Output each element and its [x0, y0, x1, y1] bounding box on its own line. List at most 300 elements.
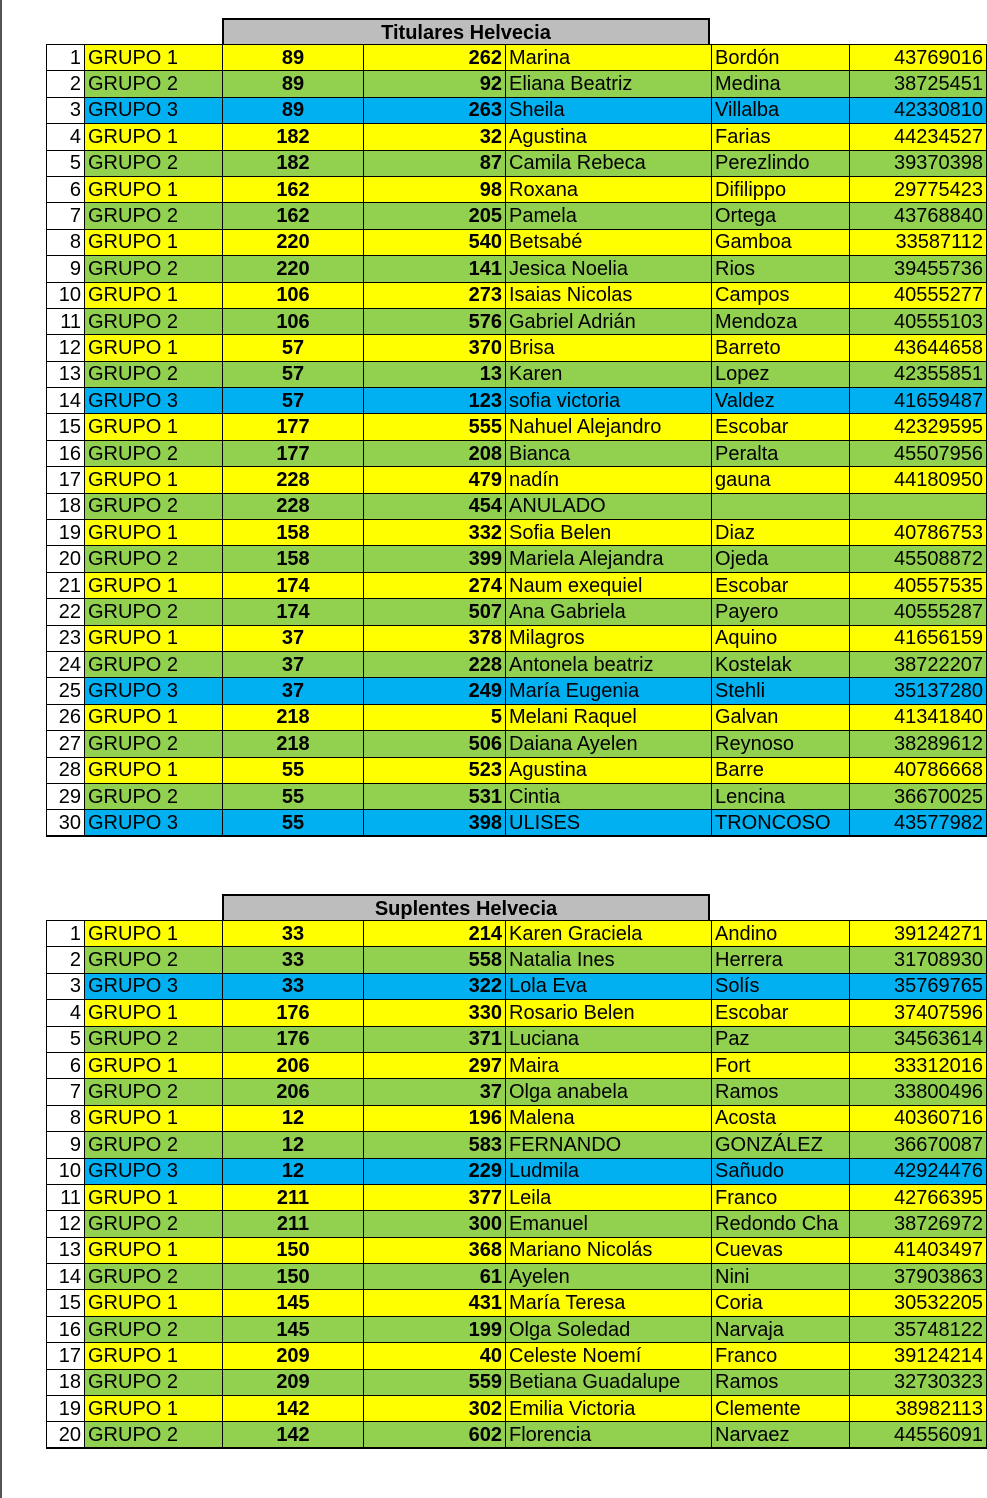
- order-number-cell: 87: [364, 150, 506, 176]
- order-number-cell: 368: [364, 1237, 506, 1263]
- dni-cell: 40360716: [850, 1105, 987, 1131]
- dni-cell: 38722207: [850, 651, 987, 677]
- group-number-cell: 182: [223, 124, 364, 150]
- table-row: [47, 150, 987, 176]
- group-number-cell: 228: [223, 493, 364, 519]
- first-name-cell: Naum exequiel: [506, 572, 712, 598]
- group-cell: GRUPO 1: [85, 1052, 223, 1078]
- dni-cell: 36670025: [850, 783, 987, 809]
- table-row: [47, 1184, 987, 1210]
- group-cell: GRUPO 2: [85, 1132, 223, 1158]
- row-number-cell: 25: [47, 678, 85, 704]
- last-name-cell: Redondo Cha: [712, 1211, 850, 1237]
- table-row: [47, 520, 987, 546]
- row-number-cell: 28: [47, 757, 85, 783]
- row-number-cell: 5: [47, 1026, 85, 1052]
- titulares-table-body: [47, 45, 987, 837]
- first-name-cell: Milagros: [506, 625, 712, 651]
- group-cell: GRUPO 2: [85, 651, 223, 677]
- last-name-cell: Narvaez: [712, 1422, 850, 1448]
- first-name-cell: Jesica Noelia: [506, 256, 712, 282]
- titulares-title: Titulares Helvecia: [222, 18, 710, 44]
- group-cell: GRUPO 1: [85, 467, 223, 493]
- row-number-cell: 19: [47, 1396, 85, 1422]
- dni-cell: 30532205: [850, 1290, 987, 1316]
- order-number-cell: 507: [364, 599, 506, 625]
- row-number-cell: 10: [47, 1158, 85, 1184]
- group-cell: GRUPO 1: [85, 520, 223, 546]
- suplentes-table: [46, 920, 987, 1449]
- table-row: [47, 71, 987, 97]
- dni-cell: 38982113: [850, 1396, 987, 1422]
- group-number-cell: 145: [223, 1290, 364, 1316]
- order-number-cell: 262: [364, 45, 506, 71]
- row-number-cell: 1: [47, 921, 85, 947]
- first-name-cell: Roxana: [506, 176, 712, 202]
- table-row: [47, 1369, 987, 1395]
- dni-cell: 37903863: [850, 1264, 987, 1290]
- order-number-cell: 302: [364, 1396, 506, 1422]
- dni-cell: 44180950: [850, 467, 987, 493]
- group-cell: GRUPO 3: [85, 678, 223, 704]
- last-name-cell: Coria: [712, 1290, 850, 1316]
- row-number-cell: 6: [47, 1052, 85, 1078]
- group-cell: GRUPO 2: [85, 71, 223, 97]
- dni-cell: 39455736: [850, 256, 987, 282]
- last-name-cell: Herrera: [712, 947, 850, 973]
- dni-cell: 43769016: [850, 45, 987, 71]
- dni-cell: 35137280: [850, 678, 987, 704]
- dni-cell: 41403497: [850, 1237, 987, 1263]
- group-number-cell: 209: [223, 1369, 364, 1395]
- group-number-cell: 37: [223, 625, 364, 651]
- dni-cell: 41656159: [850, 625, 987, 651]
- last-name-cell: Medina: [712, 71, 850, 97]
- last-name-cell: Valdez: [712, 388, 850, 414]
- group-number-cell: 33: [223, 947, 364, 973]
- row-number-cell: 15: [47, 1290, 85, 1316]
- order-number-cell: 274: [364, 572, 506, 598]
- order-number-cell: 540: [364, 229, 506, 255]
- group-cell: GRUPO 2: [85, 1211, 223, 1237]
- last-name-cell: Escobar: [712, 414, 850, 440]
- group-number-cell: 218: [223, 731, 364, 757]
- dni-cell: 41341840: [850, 704, 987, 730]
- table-row: [47, 921, 987, 947]
- first-name-cell: Olga Soledad: [506, 1316, 712, 1342]
- row-number-cell: 3: [47, 973, 85, 999]
- first-name-cell: Melani Raquel: [506, 704, 712, 730]
- group-number-cell: 177: [223, 414, 364, 440]
- order-number-cell: 5: [364, 704, 506, 730]
- first-name-cell: Isaias Nicolas: [506, 282, 712, 308]
- dni-cell: 35769765: [850, 973, 987, 999]
- order-number-cell: 371: [364, 1026, 506, 1052]
- dni-cell: 40555287: [850, 599, 987, 625]
- last-name-cell: Diaz: [712, 520, 850, 546]
- group-cell: GRUPO 1: [85, 572, 223, 598]
- first-name-cell: María Teresa: [506, 1290, 712, 1316]
- first-name-cell: Antonela beatriz: [506, 651, 712, 677]
- group-number-cell: 228: [223, 467, 364, 493]
- order-number-cell: 300: [364, 1211, 506, 1237]
- row-number-cell: 27: [47, 731, 85, 757]
- last-name-cell: Villalba: [712, 97, 850, 123]
- dni-cell: 39370398: [850, 150, 987, 176]
- group-number-cell: 12: [223, 1158, 364, 1184]
- first-name-cell: Betiana Guadalupe: [506, 1369, 712, 1395]
- suplentes-table-body: [47, 921, 987, 1449]
- row-number-cell: 24: [47, 651, 85, 677]
- row-number-cell: 5: [47, 150, 85, 176]
- row-number-cell: 12: [47, 335, 85, 361]
- table-row: [47, 757, 987, 783]
- group-number-cell: 176: [223, 1026, 364, 1052]
- dni-cell: 38725451: [850, 71, 987, 97]
- order-number-cell: 370: [364, 335, 506, 361]
- table-row: [47, 572, 987, 598]
- row-number-cell: 18: [47, 493, 85, 519]
- last-name-cell: Ramos: [712, 1369, 850, 1395]
- last-name-cell: Ramos: [712, 1079, 850, 1105]
- group-number-cell: 55: [223, 757, 364, 783]
- last-name-cell: Gamboa: [712, 229, 850, 255]
- dni-cell: 29775423: [850, 176, 987, 202]
- dni-cell: 39124214: [850, 1343, 987, 1369]
- last-name-cell: Ortega: [712, 203, 850, 229]
- table-row: [47, 97, 987, 123]
- first-name-cell: Betsabé: [506, 229, 712, 255]
- dni-cell: 40786668: [850, 757, 987, 783]
- order-number-cell: 602: [364, 1422, 506, 1448]
- first-name-cell: Malena: [506, 1105, 712, 1131]
- last-name-cell: Barre: [712, 757, 850, 783]
- table-row: [47, 388, 987, 414]
- dni-cell: 40557535: [850, 572, 987, 598]
- table-row: [47, 176, 987, 202]
- table-row: [47, 335, 987, 361]
- group-number-cell: 57: [223, 361, 364, 387]
- group-number-cell: 106: [223, 282, 364, 308]
- group-number-cell: 211: [223, 1184, 364, 1210]
- table-row: [47, 1316, 987, 1342]
- table-row: [47, 678, 987, 704]
- group-cell: GRUPO 1: [85, 757, 223, 783]
- last-name-cell: Bordón: [712, 45, 850, 71]
- order-number-cell: 398: [364, 810, 506, 836]
- first-name-cell: ANULADO: [506, 493, 712, 519]
- table-row: [47, 731, 987, 757]
- group-cell: GRUPO 2: [85, 1369, 223, 1395]
- dni-cell: 42924476: [850, 1158, 987, 1184]
- order-number-cell: 263: [364, 97, 506, 123]
- order-number-cell: 479: [364, 467, 506, 493]
- group-cell: GRUPO 2: [85, 599, 223, 625]
- table-row: [47, 308, 987, 334]
- dni-cell: 33587112: [850, 229, 987, 255]
- first-name-cell: Ana Gabriela: [506, 599, 712, 625]
- dni-cell: 42355851: [850, 361, 987, 387]
- group-number-cell: 211: [223, 1211, 364, 1237]
- table-row: [47, 1000, 987, 1026]
- order-number-cell: 40: [364, 1343, 506, 1369]
- last-name-cell: Lopez: [712, 361, 850, 387]
- group-cell: GRUPO 1: [85, 282, 223, 308]
- table-row: [47, 229, 987, 255]
- group-cell: GRUPO 2: [85, 947, 223, 973]
- group-number-cell: 150: [223, 1264, 364, 1290]
- first-name-cell: Ayelen: [506, 1264, 712, 1290]
- dni-cell: 44234527: [850, 124, 987, 150]
- last-name-cell: Kostelak: [712, 651, 850, 677]
- dni-cell: 40786753: [850, 520, 987, 546]
- dni-cell: 33800496: [850, 1079, 987, 1105]
- last-name-cell: gauna: [712, 467, 850, 493]
- order-number-cell: 32: [364, 124, 506, 150]
- order-number-cell: 332: [364, 520, 506, 546]
- group-cell: GRUPO 1: [85, 1343, 223, 1369]
- row-number-cell: 16: [47, 1316, 85, 1342]
- order-number-cell: 531: [364, 783, 506, 809]
- group-number-cell: 57: [223, 335, 364, 361]
- dni-cell: 42329595: [850, 414, 987, 440]
- order-number-cell: 98: [364, 176, 506, 202]
- first-name-cell: Sheila: [506, 97, 712, 123]
- first-name-cell: Agustina: [506, 124, 712, 150]
- group-number-cell: 89: [223, 71, 364, 97]
- dni-cell: 45507956: [850, 440, 987, 466]
- row-number-cell: 17: [47, 1343, 85, 1369]
- last-name-cell: GONZÁLEZ: [712, 1132, 850, 1158]
- order-number-cell: 13: [364, 361, 506, 387]
- dni-cell: 34563614: [850, 1026, 987, 1052]
- row-number-cell: 7: [47, 203, 85, 229]
- table-row: [47, 124, 987, 150]
- first-name-cell: Brisa: [506, 335, 712, 361]
- last-name-cell: Perezlindo: [712, 150, 850, 176]
- group-cell: GRUPO 1: [85, 1184, 223, 1210]
- order-number-cell: 583: [364, 1132, 506, 1158]
- dni-cell: 38726972: [850, 1211, 987, 1237]
- group-cell: GRUPO 1: [85, 176, 223, 202]
- table-row: [47, 1343, 987, 1369]
- dni-cell: 40555103: [850, 308, 987, 334]
- last-name-cell: Clemente: [712, 1396, 850, 1422]
- suplentes-title: Suplentes Helvecia: [222, 894, 710, 920]
- first-name-cell: Pamela: [506, 203, 712, 229]
- group-number-cell: 220: [223, 229, 364, 255]
- group-cell: GRUPO 3: [85, 973, 223, 999]
- row-number-cell: 18: [47, 1369, 85, 1395]
- table-row: [47, 1105, 987, 1131]
- group-number-cell: 37: [223, 651, 364, 677]
- row-number-cell: 19: [47, 520, 85, 546]
- last-name-cell: Escobar: [712, 572, 850, 598]
- table-row: [47, 467, 987, 493]
- last-name-cell: Solís: [712, 973, 850, 999]
- first-name-cell: Rosario Belen: [506, 1000, 712, 1026]
- order-number-cell: 208: [364, 440, 506, 466]
- first-name-cell: Leila: [506, 1184, 712, 1210]
- last-name-cell: Escobar: [712, 1000, 850, 1026]
- group-number-cell: 12: [223, 1132, 364, 1158]
- order-number-cell: 196: [364, 1105, 506, 1131]
- order-number-cell: 558: [364, 947, 506, 973]
- group-cell: GRUPO 2: [85, 1026, 223, 1052]
- row-number-cell: 20: [47, 1422, 85, 1448]
- row-number-cell: 14: [47, 388, 85, 414]
- group-cell: GRUPO 3: [85, 97, 223, 123]
- last-name-cell: Difilippo: [712, 176, 850, 202]
- row-number-cell: 10: [47, 282, 85, 308]
- dni-cell: 44556091: [850, 1422, 987, 1448]
- order-number-cell: 61: [364, 1264, 506, 1290]
- row-number-cell: 14: [47, 1264, 85, 1290]
- group-cell: GRUPO 1: [85, 1000, 223, 1026]
- order-number-cell: 214: [364, 921, 506, 947]
- group-number-cell: 106: [223, 308, 364, 334]
- order-number-cell: 555: [364, 414, 506, 440]
- last-name-cell: Mendoza: [712, 308, 850, 334]
- row-number-cell: 11: [47, 308, 85, 334]
- dni-cell: [850, 493, 987, 519]
- row-number-cell: 9: [47, 256, 85, 282]
- row-number-cell: 2: [47, 947, 85, 973]
- order-number-cell: 205: [364, 203, 506, 229]
- group-number-cell: 12: [223, 1105, 364, 1131]
- dni-cell: 36670087: [850, 1132, 987, 1158]
- row-number-cell: 9: [47, 1132, 85, 1158]
- group-cell: GRUPO 1: [85, 1237, 223, 1263]
- dni-cell: 45508872: [850, 546, 987, 572]
- dni-cell: 40555277: [850, 282, 987, 308]
- group-number-cell: 37: [223, 678, 364, 704]
- group-cell: GRUPO 2: [85, 1422, 223, 1448]
- group-number-cell: 158: [223, 520, 364, 546]
- group-number-cell: 162: [223, 203, 364, 229]
- table-row: [47, 256, 987, 282]
- order-number-cell: 92: [364, 71, 506, 97]
- order-number-cell: 454: [364, 493, 506, 519]
- row-number-cell: 16: [47, 440, 85, 466]
- group-number-cell: 182: [223, 150, 364, 176]
- order-number-cell: 322: [364, 973, 506, 999]
- order-number-cell: 37: [364, 1079, 506, 1105]
- dni-cell: 41659487: [850, 388, 987, 414]
- dni-cell: 35748122: [850, 1316, 987, 1342]
- dni-cell: 31708930: [850, 947, 987, 973]
- first-name-cell: Agustina: [506, 757, 712, 783]
- last-name-cell: Ojeda: [712, 546, 850, 572]
- dni-cell: 37407596: [850, 1000, 987, 1026]
- group-cell: GRUPO 2: [85, 150, 223, 176]
- first-name-cell: Emilia Victoria: [506, 1396, 712, 1422]
- table-row: [47, 414, 987, 440]
- order-number-cell: 431: [364, 1290, 506, 1316]
- row-number-cell: 17: [47, 467, 85, 493]
- group-cell: GRUPO 2: [85, 783, 223, 809]
- last-name-cell: Peralta: [712, 440, 850, 466]
- dni-cell: 43768840: [850, 203, 987, 229]
- last-name-cell: Franco: [712, 1343, 850, 1369]
- first-name-cell: ULISES: [506, 810, 712, 836]
- first-name-cell: Marina: [506, 45, 712, 71]
- row-number-cell: 6: [47, 176, 85, 202]
- last-name-cell: Reynoso: [712, 731, 850, 757]
- order-number-cell: 199: [364, 1316, 506, 1342]
- table-row: [47, 1132, 987, 1158]
- table-row: [47, 783, 987, 809]
- row-number-cell: 13: [47, 361, 85, 387]
- group-cell: GRUPO 1: [85, 1396, 223, 1422]
- last-name-cell: Farias: [712, 124, 850, 150]
- last-name-cell: Fort: [712, 1052, 850, 1078]
- table-row: [47, 973, 987, 999]
- table-row: [47, 1052, 987, 1078]
- group-number-cell: 33: [223, 973, 364, 999]
- order-number-cell: 506: [364, 731, 506, 757]
- last-name-cell: Campos: [712, 282, 850, 308]
- row-number-cell: 2: [47, 71, 85, 97]
- table-row: [47, 599, 987, 625]
- last-name-cell: Narvaja: [712, 1316, 850, 1342]
- first-name-cell: Bianca: [506, 440, 712, 466]
- table-row: [47, 282, 987, 308]
- first-name-cell: nadín: [506, 467, 712, 493]
- table-row: [47, 440, 987, 466]
- page-left-border: [0, 0, 2, 1498]
- group-cell: GRUPO 2: [85, 256, 223, 282]
- group-number-cell: 176: [223, 1000, 364, 1026]
- first-name-cell: Daiana Ayelen: [506, 731, 712, 757]
- group-number-cell: 158: [223, 546, 364, 572]
- first-name-cell: Mariano Nicolás: [506, 1237, 712, 1263]
- last-name-cell: Paz: [712, 1026, 850, 1052]
- first-name-cell: Mariela Alejandra: [506, 546, 712, 572]
- row-number-cell: 4: [47, 124, 85, 150]
- order-number-cell: 523: [364, 757, 506, 783]
- row-number-cell: 29: [47, 783, 85, 809]
- group-cell: GRUPO 2: [85, 493, 223, 519]
- dni-cell: 42766395: [850, 1184, 987, 1210]
- group-number-cell: 142: [223, 1422, 364, 1448]
- last-name-cell: Galvan: [712, 704, 850, 730]
- group-number-cell: 142: [223, 1396, 364, 1422]
- first-name-cell: Lola Eva: [506, 973, 712, 999]
- table-row: [47, 1026, 987, 1052]
- dni-cell: 38289612: [850, 731, 987, 757]
- row-number-cell: 22: [47, 599, 85, 625]
- group-cell: GRUPO 1: [85, 1290, 223, 1316]
- group-cell: GRUPO 2: [85, 308, 223, 334]
- order-number-cell: 330: [364, 1000, 506, 1026]
- table-row: [47, 1264, 987, 1290]
- order-number-cell: 378: [364, 625, 506, 651]
- group-number-cell: 145: [223, 1316, 364, 1342]
- row-number-cell: 12: [47, 1211, 85, 1237]
- last-name-cell: Payero: [712, 599, 850, 625]
- row-number-cell: 20: [47, 546, 85, 572]
- first-name-cell: Nahuel Alejandro: [506, 414, 712, 440]
- first-name-cell: Celeste Noemí: [506, 1343, 712, 1369]
- first-name-cell: Karen: [506, 361, 712, 387]
- group-cell: GRUPO 1: [85, 229, 223, 255]
- first-name-cell: María Eugenia: [506, 678, 712, 704]
- table-row: [47, 1422, 987, 1448]
- table-row: [47, 625, 987, 651]
- first-name-cell: Luciana: [506, 1026, 712, 1052]
- first-name-cell: sofia victoria: [506, 388, 712, 414]
